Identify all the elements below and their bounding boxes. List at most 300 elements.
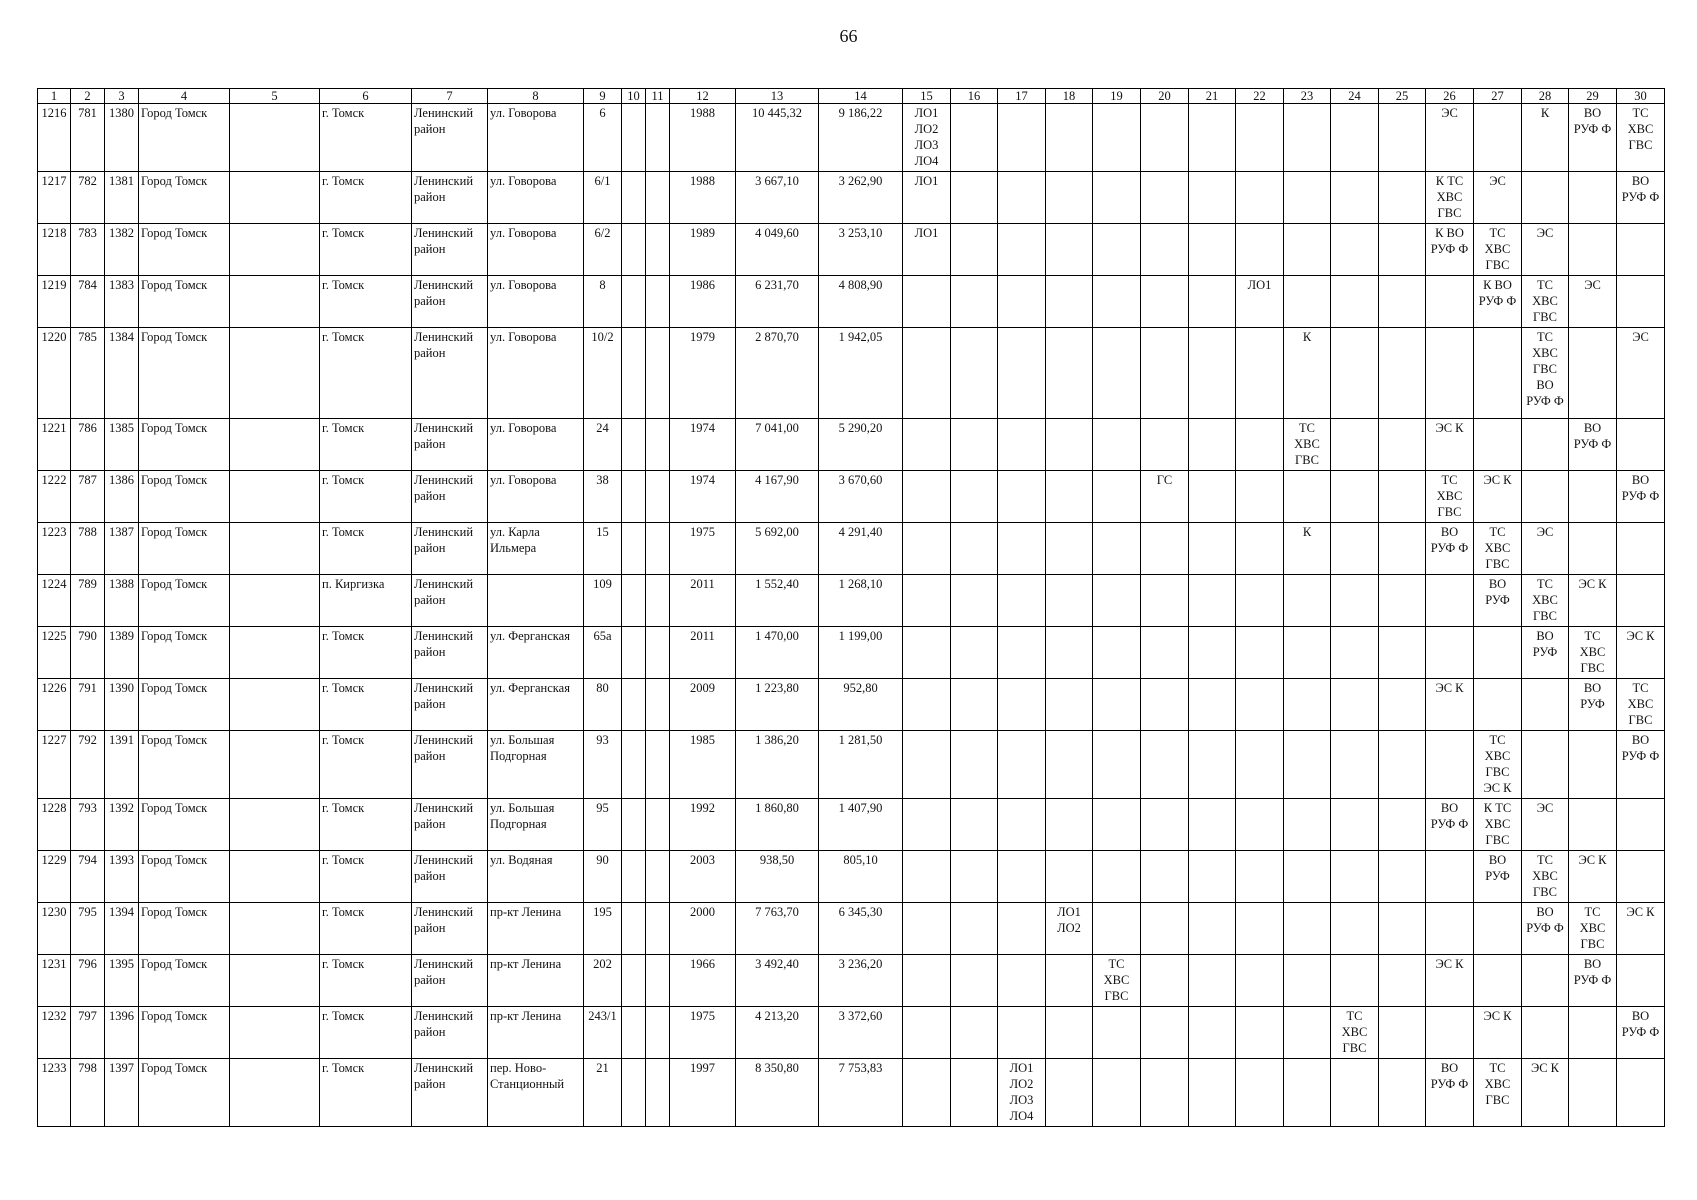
table-cell xyxy=(1379,328,1426,419)
table-cell xyxy=(1331,627,1379,679)
table-cell xyxy=(1284,955,1331,1007)
table-cell xyxy=(1189,224,1236,276)
table-cell: г. Томск xyxy=(320,172,412,224)
table-cell xyxy=(622,276,646,328)
table-cell xyxy=(1379,575,1426,627)
table-cell xyxy=(998,799,1046,851)
table-cell: 1380 xyxy=(105,104,139,172)
table-cell xyxy=(1569,1007,1617,1059)
table-cell: г. Томск xyxy=(320,679,412,731)
table-cell: 3 667,10 xyxy=(736,172,819,224)
table-cell: ТС ХВС ГВС xyxy=(1474,1059,1522,1127)
table-cell xyxy=(1093,276,1141,328)
table-row xyxy=(38,1007,1665,1059)
table-cell: 1 470,00 xyxy=(736,627,819,679)
table-cell xyxy=(646,172,670,224)
table-cell xyxy=(1331,731,1379,799)
table-cell xyxy=(1189,575,1236,627)
table-cell: пр-кт Ленина xyxy=(488,903,584,955)
table-cell xyxy=(1474,419,1522,471)
table-cell: 1382 xyxy=(105,224,139,276)
table-cell: Ленинский район xyxy=(412,104,488,172)
table-cell xyxy=(646,224,670,276)
table-cell xyxy=(1331,276,1379,328)
column-number-header: 30 xyxy=(1617,89,1665,104)
column-number-header: 29 xyxy=(1569,89,1617,104)
table-cell xyxy=(1236,172,1284,224)
table-cell xyxy=(1141,523,1189,575)
table-cell xyxy=(1236,224,1284,276)
table-cell: ЭС xyxy=(1617,328,1665,419)
table-cell: ЭС xyxy=(1522,224,1569,276)
table-row xyxy=(38,575,1665,627)
table-cell xyxy=(1379,731,1426,799)
table-cell xyxy=(1569,523,1617,575)
table-cell: 1221 xyxy=(38,419,71,471)
table-cell xyxy=(903,1007,951,1059)
table-cell: 1 281,50 xyxy=(819,731,903,799)
table-cell xyxy=(1331,799,1379,851)
table-cell xyxy=(1379,1007,1426,1059)
table-cell: 1986 xyxy=(670,276,736,328)
table-cell: 10/2 xyxy=(584,328,622,419)
table-cell xyxy=(1426,903,1474,955)
table-cell: 1386 xyxy=(105,471,139,523)
table-cell: ВО РУФ Ф xyxy=(1522,903,1569,955)
table-cell xyxy=(1331,172,1379,224)
table-cell: 1222 xyxy=(38,471,71,523)
table-cell xyxy=(1189,627,1236,679)
table-cell xyxy=(1284,851,1331,903)
table-cell: ЛО1 ЛО2 ЛО3 ЛО4 xyxy=(903,104,951,172)
table-cell: 9 186,22 xyxy=(819,104,903,172)
table-cell xyxy=(1569,1059,1617,1127)
table-cell xyxy=(1141,627,1189,679)
table-cell: 785 xyxy=(71,328,105,419)
table-cell xyxy=(1236,1059,1284,1127)
table-cell: ЭС К xyxy=(1426,419,1474,471)
table-cell xyxy=(998,471,1046,523)
table-cell: ТС ХВС ГВС xyxy=(1093,955,1141,1007)
table-cell: 1966 xyxy=(670,955,736,1007)
column-number-header: 17 xyxy=(998,89,1046,104)
table-cell xyxy=(622,1059,646,1127)
table-cell: 1387 xyxy=(105,523,139,575)
table-cell xyxy=(1236,731,1284,799)
table-cell: 90 xyxy=(584,851,622,903)
table-cell: ЛО1 ЛО2 ЛО3 ЛО4 xyxy=(998,1059,1046,1127)
table-cell xyxy=(1189,903,1236,955)
table-cell xyxy=(1093,627,1141,679)
table-cell xyxy=(1236,679,1284,731)
table-cell: 1388 xyxy=(105,575,139,627)
table-cell xyxy=(230,731,320,799)
table-cell xyxy=(1141,799,1189,851)
column-number-header: 2 xyxy=(71,89,105,104)
table-cell xyxy=(903,679,951,731)
table-cell: ЛО1 xyxy=(903,172,951,224)
table-cell xyxy=(1046,419,1093,471)
table-cell: 3 253,10 xyxy=(819,224,903,276)
table-cell xyxy=(1093,328,1141,419)
table-cell: 1227 xyxy=(38,731,71,799)
table-cell: Город Томск xyxy=(139,523,230,575)
table-cell: ТС ХВС ГВС xyxy=(1426,471,1474,523)
table-cell: ЛО1 xyxy=(903,224,951,276)
table-row xyxy=(38,104,1665,172)
table-cell: 5 692,00 xyxy=(736,523,819,575)
table-cell xyxy=(903,419,951,471)
table-cell: 1220 xyxy=(38,328,71,419)
table-cell xyxy=(230,575,320,627)
column-number-header: 9 xyxy=(584,89,622,104)
table-row xyxy=(38,172,1665,224)
column-number-header: 1 xyxy=(38,89,71,104)
table-cell xyxy=(1236,955,1284,1007)
table-cell: Ленинский район xyxy=(412,419,488,471)
table-cell xyxy=(1284,903,1331,955)
table-cell: 1979 xyxy=(670,328,736,419)
table-cell: ул. Карла Ильмера xyxy=(488,523,584,575)
table-cell xyxy=(1141,851,1189,903)
table-cell: Ленинский район xyxy=(412,731,488,799)
table-cell xyxy=(1189,851,1236,903)
table-cell: Город Томск xyxy=(139,575,230,627)
table-cell xyxy=(951,903,998,955)
table-cell: ул. Говорова xyxy=(488,224,584,276)
table-cell xyxy=(998,104,1046,172)
table-cell: 4 291,40 xyxy=(819,523,903,575)
table-cell: ЭС К xyxy=(1426,679,1474,731)
table-cell: 6/1 xyxy=(584,172,622,224)
table-cell: пер. Ново- Станционный xyxy=(488,1059,584,1127)
table-cell: Город Томск xyxy=(139,799,230,851)
column-number-header: 25 xyxy=(1379,89,1426,104)
table-cell: Ленинский район xyxy=(412,523,488,575)
table-cell: 80 xyxy=(584,679,622,731)
table-cell xyxy=(1284,224,1331,276)
table-cell: 5 290,20 xyxy=(819,419,903,471)
table-cell: ТС ХВС ГВС xyxy=(1522,276,1569,328)
table-cell: ВО РУФ Ф xyxy=(1617,1007,1665,1059)
table-cell xyxy=(1617,955,1665,1007)
table-cell: 1384 xyxy=(105,328,139,419)
table-cell xyxy=(622,328,646,419)
table-cell xyxy=(903,328,951,419)
table-cell: Ленинский район xyxy=(412,799,488,851)
table-cell xyxy=(1093,575,1141,627)
table-cell xyxy=(1093,903,1141,955)
table-cell: ул. Говорова xyxy=(488,172,584,224)
table-cell: г. Томск xyxy=(320,731,412,799)
table-cell: ТС ХВС ГВС ВО РУФ Ф xyxy=(1522,328,1569,419)
table-cell xyxy=(903,276,951,328)
column-number-header: 24 xyxy=(1331,89,1379,104)
table-cell xyxy=(1284,731,1331,799)
table-cell: 109 xyxy=(584,575,622,627)
table-cell xyxy=(1046,679,1093,731)
table-cell xyxy=(230,523,320,575)
table-cell: ЛО1 xyxy=(1236,276,1284,328)
table-cell: ул. Ферганская xyxy=(488,627,584,679)
table-cell xyxy=(1141,575,1189,627)
table-cell: г. Томск xyxy=(320,627,412,679)
table-cell: К xyxy=(1522,104,1569,172)
table-cell xyxy=(1522,172,1569,224)
table-cell xyxy=(622,523,646,575)
table-cell: 1 268,10 xyxy=(819,575,903,627)
table-cell: ТС ХВС ГВС xyxy=(1284,419,1331,471)
table-cell: 38 xyxy=(584,471,622,523)
table-cell xyxy=(1093,799,1141,851)
table-cell xyxy=(951,1059,998,1127)
table-cell: ЭС К xyxy=(1569,575,1617,627)
table-cell xyxy=(1189,172,1236,224)
table-cell xyxy=(951,955,998,1007)
table-cell xyxy=(998,955,1046,1007)
table-cell: 1974 xyxy=(670,419,736,471)
column-number-header: 7 xyxy=(412,89,488,104)
table-cell xyxy=(1426,731,1474,799)
table-cell: 3 670,60 xyxy=(819,471,903,523)
table-cell xyxy=(1617,224,1665,276)
table-cell xyxy=(622,627,646,679)
table-cell xyxy=(622,224,646,276)
table-cell: 4 213,20 xyxy=(736,1007,819,1059)
table-cell: ВО РУФ Ф xyxy=(1617,172,1665,224)
table-cell xyxy=(622,799,646,851)
table-cell xyxy=(230,903,320,955)
table-cell xyxy=(1093,731,1141,799)
table-cell: Город Томск xyxy=(139,1059,230,1127)
table-cell xyxy=(1379,224,1426,276)
table-cell xyxy=(1093,1059,1141,1127)
table-cell: 794 xyxy=(71,851,105,903)
table-cell xyxy=(1284,627,1331,679)
table-cell xyxy=(1284,575,1331,627)
table-cell: Город Томск xyxy=(139,276,230,328)
table-cell: 1975 xyxy=(670,523,736,575)
table-cell xyxy=(998,851,1046,903)
table-cell xyxy=(1046,955,1093,1007)
table-cell: г. Томск xyxy=(320,471,412,523)
table-cell: ЭС xyxy=(1522,523,1569,575)
table-cell: 952,80 xyxy=(819,679,903,731)
table-cell: ЭС xyxy=(1569,276,1617,328)
column-number-header: 19 xyxy=(1093,89,1141,104)
table-cell xyxy=(1093,224,1141,276)
table-cell xyxy=(1569,471,1617,523)
table-cell: г. Томск xyxy=(320,419,412,471)
table-cell xyxy=(1379,627,1426,679)
table-cell xyxy=(1569,328,1617,419)
table-cell xyxy=(1379,799,1426,851)
table-cell xyxy=(646,955,670,1007)
table-cell xyxy=(1236,471,1284,523)
table-cell xyxy=(1522,731,1569,799)
table-cell xyxy=(1284,104,1331,172)
table-cell xyxy=(1426,328,1474,419)
table-cell xyxy=(646,575,670,627)
table-cell: ЭС xyxy=(1474,172,1522,224)
table-cell xyxy=(903,799,951,851)
table-cell xyxy=(951,224,998,276)
column-number-header: 18 xyxy=(1046,89,1093,104)
table-cell xyxy=(1189,1059,1236,1127)
table-cell: ВО РУФ Ф xyxy=(1426,523,1474,575)
table-cell xyxy=(230,679,320,731)
table-cell xyxy=(1093,172,1141,224)
table-cell xyxy=(622,903,646,955)
table-cell: 2009 xyxy=(670,679,736,731)
table-cell xyxy=(1331,575,1379,627)
table-cell: Город Томск xyxy=(139,731,230,799)
table-cell xyxy=(230,1059,320,1127)
column-number-header: 23 xyxy=(1284,89,1331,104)
table-cell: 1216 xyxy=(38,104,71,172)
table-cell xyxy=(1046,851,1093,903)
table-cell xyxy=(998,419,1046,471)
table-cell xyxy=(998,328,1046,419)
table-cell xyxy=(646,679,670,731)
table-cell xyxy=(1331,1059,1379,1127)
table-cell xyxy=(1331,851,1379,903)
table-cell xyxy=(230,104,320,172)
table-cell xyxy=(903,955,951,1007)
table-cell xyxy=(951,523,998,575)
table-cell: г. Томск xyxy=(320,104,412,172)
table-cell xyxy=(1331,224,1379,276)
table-cell xyxy=(1379,104,1426,172)
table-cell: 3 372,60 xyxy=(819,1007,903,1059)
table-cell xyxy=(1331,523,1379,575)
table-cell xyxy=(951,276,998,328)
table-cell: Город Томск xyxy=(139,903,230,955)
table-cell: 1231 xyxy=(38,955,71,1007)
table-cell xyxy=(998,172,1046,224)
table-cell: 1989 xyxy=(670,224,736,276)
table-cell: Ленинский район xyxy=(412,276,488,328)
table-cell xyxy=(1189,471,1236,523)
building-registry-table xyxy=(37,88,1665,1127)
table-cell: г. Томск xyxy=(320,224,412,276)
table-cell: 1217 xyxy=(38,172,71,224)
table-cell: 1232 xyxy=(38,1007,71,1059)
table-cell xyxy=(1236,328,1284,419)
table-cell xyxy=(1522,1007,1569,1059)
table-cell: г. Томск xyxy=(320,955,412,1007)
table-cell: 1 386,20 xyxy=(736,731,819,799)
table-cell: К ВО РУФ Ф xyxy=(1474,276,1522,328)
table-cell: ЭС xyxy=(1522,799,1569,851)
table-cell xyxy=(1284,799,1331,851)
table-cell xyxy=(1522,419,1569,471)
table-cell: ТС ХВС ГВС xyxy=(1474,224,1522,276)
table-cell xyxy=(1046,328,1093,419)
table-row xyxy=(38,679,1665,731)
table-row xyxy=(38,799,1665,851)
table-cell: Ленинский район xyxy=(412,224,488,276)
table-cell: Ленинский район xyxy=(412,851,488,903)
table-cell: 797 xyxy=(71,1007,105,1059)
table-cell: 1 552,40 xyxy=(736,575,819,627)
table-cell xyxy=(1331,903,1379,955)
table-cell: Ленинский район xyxy=(412,471,488,523)
table-cell xyxy=(1236,851,1284,903)
table-cell: ТС ХВС ГВС xyxy=(1331,1007,1379,1059)
table-cell: 795 xyxy=(71,903,105,955)
table-cell: 6 345,30 xyxy=(819,903,903,955)
table-cell: Ленинский район xyxy=(412,627,488,679)
column-number-header: 26 xyxy=(1426,89,1474,104)
table-cell xyxy=(1093,1007,1141,1059)
table-cell: 4 049,60 xyxy=(736,224,819,276)
table-cell: 791 xyxy=(71,679,105,731)
table-cell xyxy=(1141,419,1189,471)
table-cell xyxy=(1617,851,1665,903)
table-cell xyxy=(903,471,951,523)
table-cell: 1233 xyxy=(38,1059,71,1127)
table-cell xyxy=(1046,224,1093,276)
table-cell xyxy=(1046,172,1093,224)
table-cell: Ленинский район xyxy=(412,1059,488,1127)
table-cell: ТС ХВС ГВС xyxy=(1617,679,1665,731)
table-cell xyxy=(1046,1007,1093,1059)
table-cell xyxy=(903,851,951,903)
table-cell: 798 xyxy=(71,1059,105,1127)
table-cell: ул. Говорова xyxy=(488,276,584,328)
table-cell xyxy=(903,903,951,955)
table-cell: Город Томск xyxy=(139,328,230,419)
table-cell: Ленинский район xyxy=(412,679,488,731)
table-cell: 1985 xyxy=(670,731,736,799)
table-cell: 2000 xyxy=(670,903,736,955)
column-number-header: 5 xyxy=(230,89,320,104)
table-cell: 2011 xyxy=(670,575,736,627)
table-cell xyxy=(998,679,1046,731)
table-cell xyxy=(646,627,670,679)
table-cell xyxy=(1093,851,1141,903)
table-cell xyxy=(230,172,320,224)
table-cell: ВО РУФ xyxy=(1474,851,1522,903)
table-cell: 792 xyxy=(71,731,105,799)
table-cell xyxy=(998,1007,1046,1059)
table-cell xyxy=(1141,328,1189,419)
column-number-header: 22 xyxy=(1236,89,1284,104)
table-cell: 782 xyxy=(71,172,105,224)
column-number-header: 21 xyxy=(1189,89,1236,104)
table-cell: 93 xyxy=(584,731,622,799)
table-cell: ЭС К xyxy=(1426,955,1474,1007)
table-cell: К ТС ХВС ГВС xyxy=(1474,799,1522,851)
table-cell: 788 xyxy=(71,523,105,575)
table-cell xyxy=(1189,419,1236,471)
table-cell xyxy=(646,1007,670,1059)
table-cell xyxy=(1236,799,1284,851)
table-cell xyxy=(951,679,998,731)
table-cell xyxy=(622,955,646,1007)
table-cell xyxy=(1284,172,1331,224)
table-cell xyxy=(951,799,998,851)
table-cell: 1 942,05 xyxy=(819,328,903,419)
column-number-header: 10 xyxy=(622,89,646,104)
table-cell xyxy=(646,903,670,955)
table-cell: 1988 xyxy=(670,172,736,224)
table-row xyxy=(38,523,1665,575)
table-cell: ЭС К xyxy=(1522,1059,1569,1127)
table-row xyxy=(38,1059,1665,1127)
table-cell xyxy=(1331,471,1379,523)
